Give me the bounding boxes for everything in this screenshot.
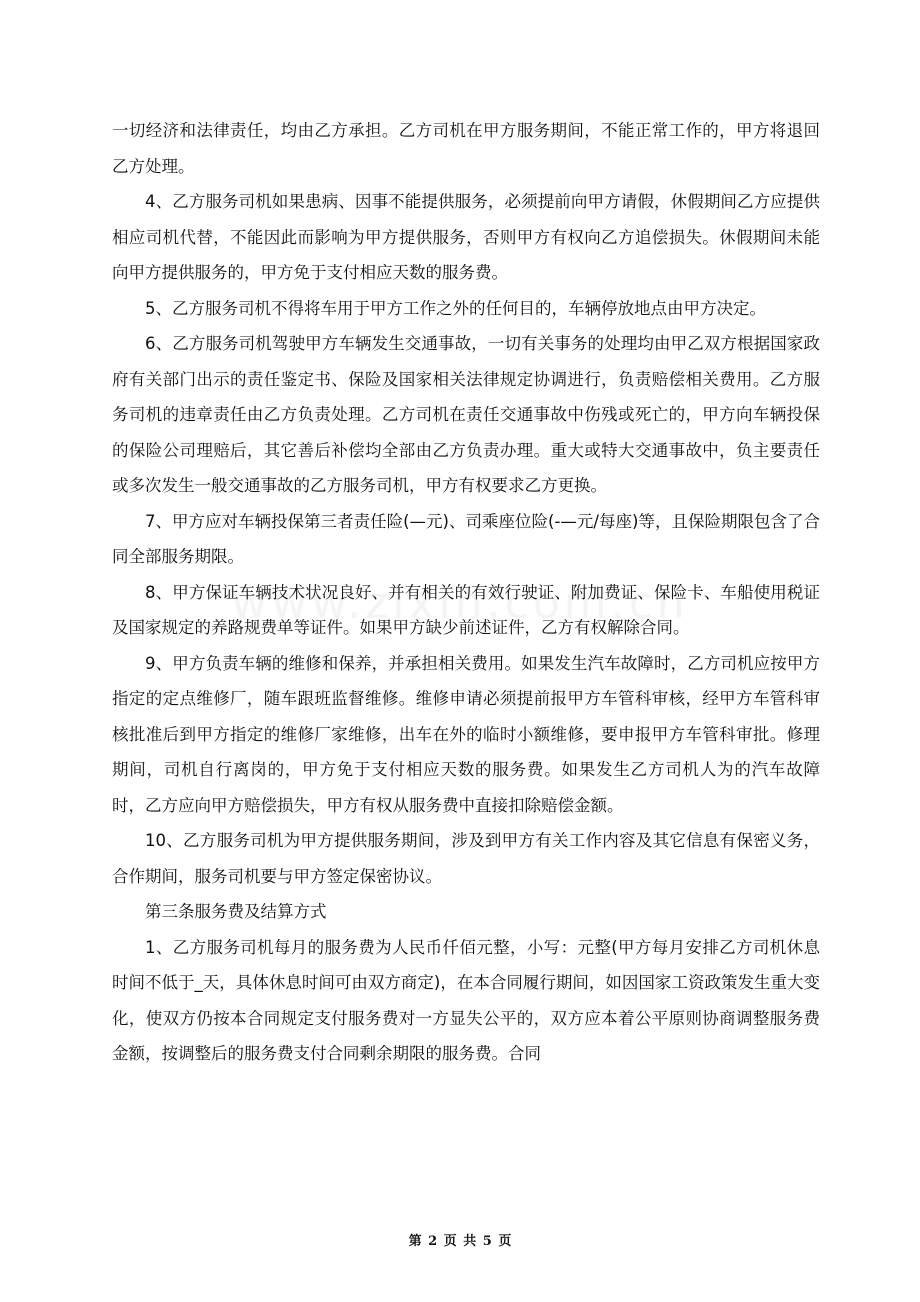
page-number-footer: 第 2 页 共 5 页 [408, 1234, 512, 1249]
paragraph-fee-item-1: 1、乙方服务司机每月的服务费为人民币仟佰元整，小写：元整(甲方每月安排乙方司机休息时间不低于_天，具体休息时间可由双方商定)，在本合同履行期间，如因国家工资政策发生重大变化，使双方仍按本合同规定支付服务费对一方显失公平的，双方应本着公平原则协商调整服务费金额，按调整后的服务费支付合同剩余期限的服务费。合同 [112, 937, 820, 1063]
paragraph-continuation: 一切经济和法律责任，均由乙方承担。乙方司机在甲方服务期间，不能正常工作的，甲方将退回乙方处理。 [112, 121, 820, 176]
document-body [112, 113, 820, 1072]
paragraph-item-9: 9、甲方负责车辆的维修和保养，并承担相关费用。如果发生汽车故障时，乙方司机应按甲方指定的定点维修厂，随车跟班监督维修。维修申请必须提前报甲方车管科审核，经甲方车管科审核批准后到甲方指定的维修厂家维修，出车在外的临时小额维修，要申报甲方车管科审批。修理期间，司机自行离岗的，甲方免于支付相应天数的服务费。如果发生乙方司机人为的汽车故障时，乙方应向甲方赔偿损失，甲方有权从服务费中直接扣除赔偿金额。 [112, 653, 820, 815]
section-heading: 第三条服务费及结算方式 [145, 902, 327, 921]
paragraph-item-5: 5、乙方服务司机不得将车用于甲方工作之外的任何目的，车辆停放地点由甲方决定。 [145, 298, 766, 318]
paragraph-item-6: 6、乙方服务司机驾驶甲方车辆发生交通事故，一切有关事务的处理均由甲乙双方根据国家政府有关部门出示的责任鉴定书、保险及国家相关法律规定协调进行，负责赔偿相关费用。乙方服务司机的违章责任由乙方负责处理。乙方司机在责任交通事故中伤残或死亡的，甲方向车辆投保的保险公司理赔后，其它善后补偿均全部由乙方负责办理。重大或特大交通事故中，负主要责任或多次发生一般交通事故的乙方服务司机，甲方有权要求乙方更换。 [112, 334, 820, 495]
paragraph-item-7: 7、甲方应对车辆投保第三者责任险(—元)、司乘座位险(-—元/每座)等，且保险期限包含了合同全部服务期限。 [112, 511, 820, 566]
paragraph-item-4: 4、乙方服务司机如果患病、因事不能提供服务，必须提前向甲方请假，休假期间乙方应提供相应司机代替，不能因此而影响为甲方提供服务，否则甲方有权向乙方追偿损失。休假期间未能向甲方提供服务的，甲方免于支付相应天数的服务费。 [112, 192, 820, 282]
paragraph-item-8: 8、甲方保证车辆技术状况良好、并有相关的有效行驶证、附加费证、保险卡、车船使用税证及国家规定的养路规费单等证件。如果甲方缺少前述证件，乙方有权解除合同。 [112, 582, 820, 637]
paragraph-item-10: 10、乙方服务司机为甲方提供服务期间，涉及到甲方有关工作内容及其它信息有保密义务，合作期间，服务司机要与甲方签定保密协议。 [112, 831, 820, 886]
